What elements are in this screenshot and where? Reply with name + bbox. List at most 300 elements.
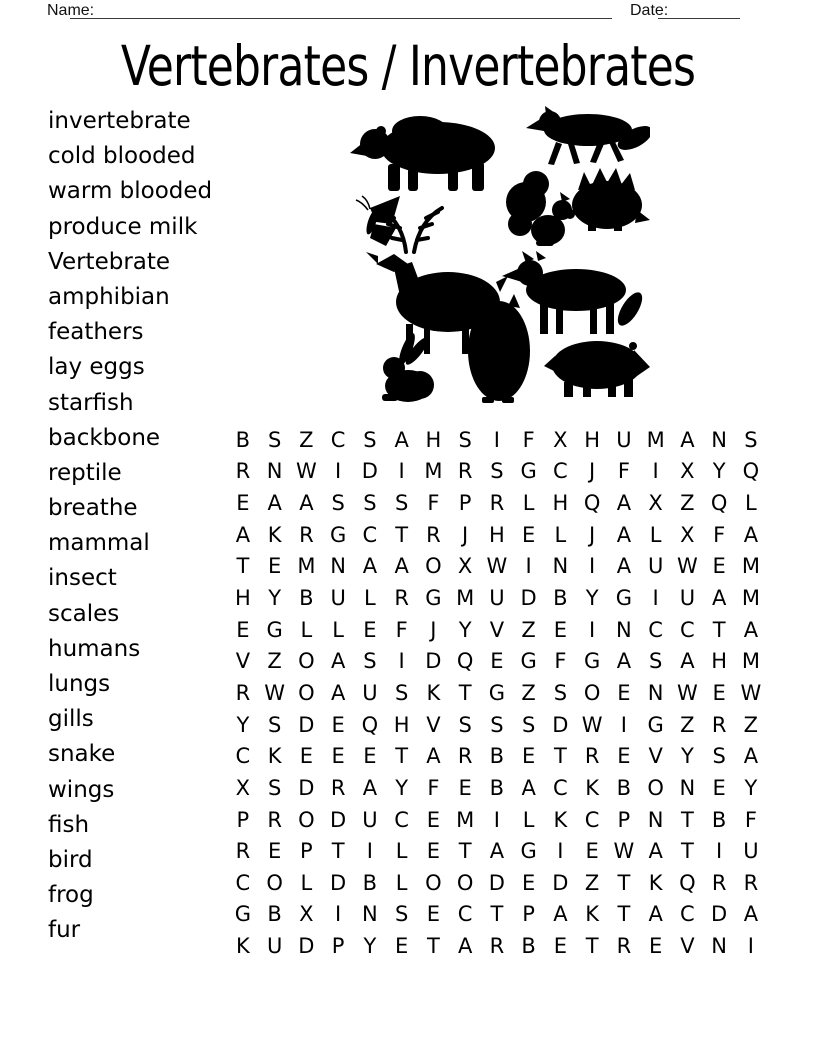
grid-letter: Y — [395, 775, 409, 800]
grid-letter: R — [330, 775, 346, 800]
rabbit-icon — [382, 331, 434, 402]
word-list-item: starfish — [48, 389, 134, 416]
grid-letter: O — [647, 775, 664, 800]
grid-letter: C — [330, 427, 346, 452]
grid-letter: E — [331, 712, 345, 737]
grid-letter: P — [522, 902, 535, 927]
grid-letter: Q — [679, 870, 696, 895]
grid-letter: I — [652, 459, 659, 484]
grid-letter: L — [649, 522, 662, 547]
grid-letter: R — [743, 870, 759, 895]
grid-letter: D — [488, 870, 505, 895]
grid-letter: O — [425, 870, 442, 895]
grid-letter: L — [745, 491, 757, 516]
grid-letter: E — [553, 934, 568, 959]
grid-letter: E — [426, 839, 441, 864]
grid-letter: V — [680, 934, 695, 959]
grid-letter: C — [680, 902, 695, 927]
grid-letter: T — [617, 870, 631, 895]
grid-letter: N — [711, 934, 727, 959]
grid-letter: Q — [710, 491, 728, 516]
grid-letter: R — [584, 744, 600, 769]
word-list-item: lungs — [48, 671, 111, 697]
grid-letter: S — [521, 712, 536, 737]
word-list-item: insect — [48, 565, 117, 592]
grid-letter: L — [300, 870, 313, 895]
grid-letter: G — [488, 680, 506, 705]
word-search-grid — [227, 424, 767, 962]
word-list-item: lay eggs — [48, 354, 145, 381]
grid-letter: I — [335, 902, 342, 927]
word-list-item: cold blooded — [48, 143, 196, 170]
grid-letter: M — [424, 459, 443, 484]
grid-letter: X — [457, 554, 473, 579]
grid-letter: K — [553, 807, 568, 832]
grid-letter: A — [553, 902, 568, 927]
grid-letter: E — [426, 902, 441, 927]
grid-letter: T — [680, 807, 694, 832]
grid-letter: L — [522, 491, 535, 516]
grid-letter: Q — [361, 712, 379, 737]
grid-letter: Y — [680, 744, 694, 769]
grid-letter: W — [486, 554, 508, 579]
grid-letter: U — [362, 807, 378, 832]
grid-letter: D — [330, 870, 347, 895]
grid-letter: W — [264, 680, 285, 705]
grid-letter: V — [235, 649, 251, 674]
grid-letter: E — [267, 839, 282, 864]
grid-letter: V — [489, 617, 505, 642]
grid-letter: S — [648, 649, 663, 674]
grid-letter: H — [393, 712, 410, 737]
grid-letter: D — [520, 586, 537, 611]
grid-letter: Y — [712, 459, 726, 484]
grid-letter: E — [712, 775, 726, 800]
grid-letter: Y — [458, 617, 472, 642]
grid-letter: A — [362, 554, 378, 579]
grid-letter: T — [331, 839, 345, 864]
animal-silhouettes-illustration — [350, 106, 650, 406]
word-list-item: scales — [48, 600, 120, 627]
grid-letter: L — [300, 617, 313, 642]
grid-letter: C — [394, 807, 409, 832]
grid-letter: R — [457, 459, 473, 484]
grid-letter: T — [490, 902, 504, 927]
grid-letter: Q — [583, 491, 601, 516]
grid-letter: A — [648, 839, 663, 864]
name-blank-line — [70, 18, 612, 19]
grid-letter: A — [743, 902, 759, 927]
grid-letter: I — [398, 649, 405, 674]
grid-letter: O — [583, 680, 601, 705]
grid-letter: E — [521, 870, 536, 895]
grid-letter: W — [676, 554, 698, 579]
grid-letter: U — [489, 586, 505, 611]
grid-letter: T — [236, 554, 250, 579]
grid-letter: G — [329, 522, 347, 547]
grid-letter: K — [267, 522, 282, 547]
word-list-item: mammal — [48, 530, 150, 557]
grid-letter: D — [298, 934, 315, 959]
grid-letter: D — [425, 649, 442, 674]
grid-letter: A — [394, 427, 409, 452]
grid-letter: H — [234, 586, 251, 611]
grid-letter: H — [552, 491, 569, 516]
grid-letter: R — [711, 712, 727, 737]
grid-letter: B — [267, 902, 282, 927]
grid-letter: X — [680, 522, 695, 547]
grid-letter: N — [552, 554, 569, 579]
grid-letter: C — [553, 775, 568, 800]
grid-letter: I — [398, 459, 405, 484]
grid-letter: V — [648, 744, 663, 769]
word-list — [48, 104, 212, 949]
word-list-item: invertebrate — [48, 108, 191, 134]
grid-letter: S — [363, 491, 377, 516]
grid-letter: E — [426, 807, 441, 832]
word-list-item: breathe — [48, 495, 138, 522]
badger-icon — [544, 341, 650, 397]
grid-letter: U — [330, 586, 346, 611]
grid-letter: K — [585, 902, 600, 927]
grid-letter: E — [617, 680, 631, 705]
grid-letter: R — [267, 807, 282, 832]
grid-letter: C — [362, 522, 378, 547]
grid-letter: Z — [267, 649, 282, 674]
grid-letter: E — [712, 680, 726, 705]
grid-letter: R — [394, 586, 409, 611]
grid-letter: R — [489, 934, 505, 959]
grid-letter: B — [616, 775, 632, 800]
word-list-item: snake — [48, 741, 116, 768]
grid-letter: E — [490, 649, 504, 674]
grid-letter: A — [711, 586, 727, 611]
grid-letter: A — [299, 491, 314, 516]
word-list-item: gills — [48, 706, 94, 733]
grid-letter: A — [489, 839, 505, 864]
grid-letter: E — [712, 554, 726, 579]
grid-letter: B — [711, 807, 727, 832]
grid-letter: E — [521, 522, 536, 547]
grid-letter: F — [713, 522, 726, 547]
grid-letter: A — [235, 522, 251, 547]
grid-letter: G — [520, 839, 537, 864]
grid-letter: A — [743, 617, 759, 642]
word-list-item: frog — [48, 882, 94, 909]
grid-letter: N — [647, 807, 664, 832]
grid-letter: O — [298, 807, 315, 832]
grid-letter: K — [426, 680, 441, 705]
grid-letter: U — [616, 427, 632, 452]
grid-letter: O — [298, 680, 315, 705]
grid-letter: X — [299, 902, 314, 927]
word-list-item: humans — [48, 635, 141, 662]
grid-letter: D — [298, 775, 315, 800]
grid-letter: F — [554, 649, 567, 674]
grid-letter: Y — [268, 586, 282, 611]
grid-letter: T — [553, 744, 567, 769]
grid-letter: J — [589, 459, 596, 484]
grid-letter: C — [680, 617, 695, 642]
grid-letter: W — [676, 680, 698, 705]
grid-letter: U — [743, 839, 759, 864]
grid-letter: X — [648, 491, 663, 516]
grid-letter: U — [647, 554, 664, 579]
squirrel-icon — [506, 171, 575, 246]
grid-letter: T — [712, 617, 726, 642]
grid-letter: A — [267, 491, 282, 516]
grid-letter: G — [520, 459, 537, 484]
grid-letter: R — [235, 459, 251, 484]
grid-letter: N — [362, 902, 378, 927]
grid-letter: W — [740, 680, 762, 705]
grid-letter: A — [743, 522, 759, 547]
grid-letter: S — [458, 427, 472, 452]
grid-letter: L — [395, 870, 408, 895]
grid-letter: L — [554, 522, 567, 547]
grid-letter: M — [741, 649, 760, 674]
grid-letter: S — [363, 427, 377, 452]
grid-letter: S — [267, 427, 282, 452]
grid-letter: E — [363, 617, 377, 642]
grid-letter: P — [236, 807, 250, 832]
grid-letter: G — [266, 617, 283, 642]
grid-letter: M — [741, 554, 760, 579]
grid-letter: N — [266, 459, 283, 484]
grid-letter: C — [584, 807, 600, 832]
grid-letter: F — [617, 459, 630, 484]
name-label: Name: — [47, 2, 95, 19]
grid-letter: K — [267, 744, 282, 769]
grid-letter: A — [648, 902, 663, 927]
grid-letter: M — [646, 427, 665, 452]
grid-letter: T — [680, 839, 694, 864]
grid-letter: E — [648, 934, 663, 959]
grid-letter: Z — [743, 712, 759, 737]
grid-letter: E — [521, 744, 536, 769]
grid-letter: Q — [456, 649, 474, 674]
grid-letter: M — [741, 586, 760, 611]
grid-letter: T — [426, 934, 440, 959]
date-blank-line — [658, 18, 740, 19]
grid-letter: Y — [363, 934, 377, 959]
grid-letter: S — [267, 712, 282, 737]
grid-letter: I — [335, 459, 342, 484]
grid-letter: N — [616, 617, 632, 642]
grid-letter: N — [711, 427, 727, 452]
page-title: Vertebrates / Invertebrates — [120, 34, 696, 98]
grid-letter: L — [364, 586, 376, 611]
grid-letter: L — [522, 807, 535, 832]
grid-letter: T — [458, 839, 472, 864]
grid-letter: W — [295, 459, 317, 484]
grid-letter: G — [583, 649, 601, 674]
grid-letter: S — [553, 680, 568, 705]
grid-letter: F — [522, 427, 535, 452]
grid-letter: T — [458, 680, 472, 705]
grid-letter: M — [456, 807, 475, 832]
grid-letter: U — [362, 680, 378, 705]
hedgehog-icon — [572, 168, 650, 231]
grid-letter: Z — [680, 491, 695, 516]
grid-letter: S — [331, 491, 345, 516]
word-list-item: warm blooded — [48, 178, 213, 205]
grid-letter: T — [395, 744, 409, 769]
grid-letter: G — [234, 902, 252, 927]
grid-letter: B — [553, 586, 568, 611]
word-list-item: fur — [48, 917, 81, 944]
grid-letter: G — [520, 649, 537, 674]
grid-letter: C — [235, 870, 251, 895]
grid-letter: C — [553, 459, 568, 484]
grid-letter: N — [647, 680, 664, 705]
grid-letter: P — [331, 934, 345, 959]
grid-letter: S — [394, 902, 409, 927]
grid-letter: A — [616, 491, 632, 516]
grid-letter: X — [680, 459, 695, 484]
grid-letter: F — [395, 617, 408, 642]
grid-letter: O — [298, 649, 315, 674]
grid-letter: R — [711, 870, 727, 895]
grid-letter: S — [744, 427, 758, 452]
grid-letter: Z — [521, 680, 536, 705]
grid-letter: A — [680, 649, 695, 674]
bear-icon — [350, 116, 495, 191]
grid-letter: M — [456, 586, 475, 611]
grid-letter: R — [235, 839, 251, 864]
grid-letter: S — [363, 649, 377, 674]
grid-letter: R — [616, 934, 632, 959]
grid-letter: I — [747, 934, 754, 959]
grid-letter: A — [616, 522, 632, 547]
grid-letter: B — [235, 427, 251, 452]
grid-letter: H — [488, 522, 505, 547]
grid-letter: M — [297, 554, 316, 579]
grid-letter: J — [589, 522, 596, 547]
grid-letter: R — [235, 680, 251, 705]
grid-letter: J — [462, 522, 469, 547]
grid-letter: Y — [236, 712, 250, 737]
grid-letter: P — [617, 807, 631, 832]
grid-letter: E — [363, 744, 377, 769]
grid-letter: D — [711, 902, 728, 927]
grid-letter: A — [394, 554, 409, 579]
grid-letter: P — [458, 491, 472, 516]
grid-letter: X — [235, 775, 251, 800]
grid-letter: G — [615, 586, 633, 611]
grid-letter: I — [557, 839, 564, 864]
word-list-item: Vertebrate — [48, 248, 171, 275]
grid-letter: N — [679, 775, 696, 800]
fox-icon — [526, 106, 650, 165]
grid-letter: S — [490, 712, 504, 737]
grid-letter: Z — [521, 617, 536, 642]
grid-letter: L — [395, 839, 408, 864]
grid-letter: F — [744, 807, 757, 832]
grid-letter: A — [680, 427, 695, 452]
grid-letter: W — [581, 712, 603, 737]
grid-letter: E — [267, 554, 282, 579]
grid-letter: H — [711, 649, 728, 674]
grid-letter: U — [266, 934, 283, 959]
grid-letter: K — [235, 934, 250, 959]
word-list-item: feathers — [48, 319, 144, 346]
grid-letter: A — [743, 744, 759, 769]
grid-letter: F — [427, 775, 440, 800]
grid-letter: H — [584, 427, 601, 452]
grid-letter: E — [617, 744, 631, 769]
grid-letter: I — [493, 427, 500, 452]
grid-letter: Y — [744, 775, 758, 800]
grid-letter: Y — [585, 586, 599, 611]
grid-letter: B — [299, 586, 314, 611]
word-list-item: bird — [48, 846, 93, 873]
grid-letter: A — [616, 649, 632, 674]
grid-letter: A — [330, 649, 346, 674]
grid-letter: B — [362, 870, 378, 895]
grid-letter: O — [425, 554, 442, 579]
date-label: Date: — [630, 2, 669, 19]
grid-letter: I — [652, 586, 659, 611]
grid-letter: C — [457, 902, 473, 927]
grid-letter: A — [426, 744, 441, 769]
grid-letter: J — [430, 617, 437, 642]
grid-letter: A — [616, 554, 632, 579]
grid-letter: E — [236, 617, 250, 642]
grid-letter: I — [525, 554, 532, 579]
grid-letter: S — [267, 775, 282, 800]
grid-letter: E — [553, 617, 568, 642]
grid-letter: V — [426, 712, 441, 737]
grid-letter: B — [489, 775, 505, 800]
grid-letter: G — [425, 586, 442, 611]
grid-letter: G — [647, 712, 664, 737]
grid-letter: H — [425, 427, 442, 452]
grid-letter: R — [426, 522, 441, 547]
grid-letter: D — [330, 807, 347, 832]
grid-letter: D — [552, 870, 569, 895]
grid-letter: I — [589, 617, 596, 642]
grid-letter: C — [235, 744, 251, 769]
grid-letter: R — [489, 491, 505, 516]
grid-letter: I — [589, 554, 596, 579]
word-list-item: wings — [48, 776, 115, 803]
grid-letter: I — [366, 839, 373, 864]
grid-letter: C — [648, 617, 663, 642]
grid-letter: Q — [742, 459, 760, 484]
word-list-item: backbone — [48, 424, 161, 451]
grid-letter: K — [585, 775, 600, 800]
grid-letter: I — [493, 807, 500, 832]
grid-letter: S — [490, 459, 504, 484]
grid-letter: T — [617, 902, 631, 927]
grid-letter: O — [456, 870, 474, 895]
grid-letter: B — [489, 744, 505, 769]
grid-letter: S — [712, 744, 726, 769]
grid-letter: R — [299, 522, 314, 547]
grid-letter: A — [521, 775, 536, 800]
grid-letter: D — [552, 712, 569, 737]
grid-letter: S — [394, 491, 409, 516]
grid-letter: A — [457, 934, 473, 959]
grid-letter: S — [394, 680, 409, 705]
grid-letter: S — [458, 712, 472, 737]
grid-letter: T — [585, 934, 599, 959]
grid-letter: E — [585, 839, 599, 864]
grid-letter: L — [332, 617, 344, 642]
word-list-item: fish — [48, 811, 90, 838]
word-list-item: produce milk — [48, 213, 198, 240]
